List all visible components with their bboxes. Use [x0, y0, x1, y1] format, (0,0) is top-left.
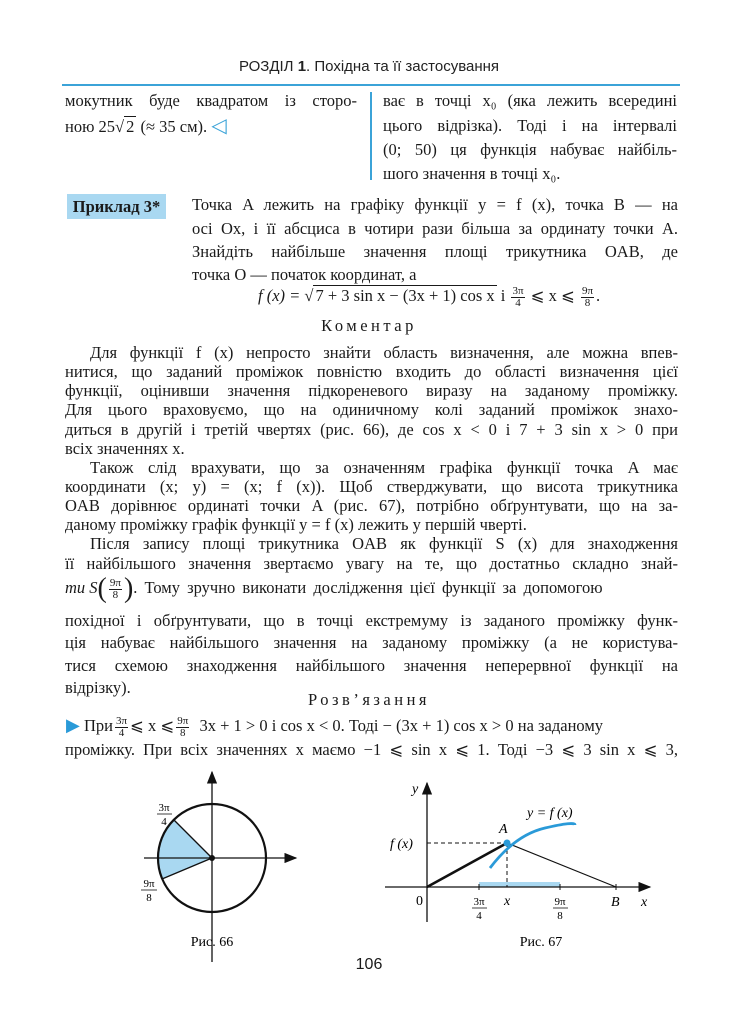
commentary-line: функції, оцінивши значення підкореневого виразу на заданому проміжку.	[65, 381, 678, 400]
text: При	[83, 716, 113, 735]
tick-3pi: 3π	[473, 896, 485, 908]
text: . Тому зручно виконати дослідження цієї функції за допомогою	[133, 578, 603, 597]
denominator: 8	[112, 588, 119, 601]
commentary-line: відрізку).	[65, 678, 131, 697]
tick-8: 8	[557, 910, 563, 922]
origin-label: 0	[416, 894, 423, 909]
point-a	[504, 840, 511, 847]
page-number: 106	[355, 956, 383, 973]
solution-start-icon: ▶	[66, 715, 80, 735]
commentary-line: координати (x; y) = (x; f (x)). Щоб стверджувати, що висота трикутника	[65, 477, 678, 496]
section-word: РОЗДІЛ	[238, 58, 294, 75]
section-number: 1	[297, 58, 307, 75]
formula-lhs: f (x) = √	[258, 286, 314, 305]
point-a-label: A	[499, 822, 508, 837]
tick-9pi: 9π	[554, 896, 566, 908]
text: ⩽ x ⩽	[130, 716, 175, 735]
figure-66-caption: Рис. 66	[190, 935, 234, 950]
commentary-line: її найбільшого значення звертаємо увагу на те, що достатньо складно знай-	[65, 554, 678, 573]
label-8: 8	[146, 892, 152, 904]
text: (≈ 35 см).	[136, 117, 208, 136]
figure-67-caption: Рис. 67	[519, 935, 563, 950]
interval-band	[479, 882, 560, 887]
denominator: 8	[179, 726, 186, 739]
numerator: 3π	[115, 714, 128, 727]
left-line-1: мокутник буде квадратом із сторо-	[65, 91, 357, 110]
segment-ab	[507, 843, 616, 887]
end-of-solution-icon: ◁	[211, 115, 227, 137]
text: і	[496, 286, 510, 305]
text: .	[596, 286, 601, 305]
example-line: Точка A лежить на графіку функції y = f (x), точка B — на	[192, 195, 678, 214]
commentary-line: тися схемою знаходження найбільшого значення неперервної функції на	[65, 656, 678, 675]
point-b-label: B	[611, 895, 620, 910]
right-line: ває в точці x₀ (яка лежить всередині	[383, 91, 677, 110]
text: ти S	[65, 578, 98, 597]
denominator: 8	[584, 296, 591, 309]
text: ною 25	[65, 117, 116, 136]
y-axis-label: y	[412, 782, 419, 797]
paren: (	[97, 573, 107, 605]
right-line: шого значення в точці x₀.	[383, 164, 561, 183]
denominator: 4	[118, 726, 125, 739]
right-line: (0; 50) ця функція набуває найбіль-	[383, 140, 677, 159]
commentary-heading: Коментар	[321, 316, 417, 335]
sqrt-radicand: 2	[126, 117, 135, 136]
left-line-2: ною 25√ 2 (≈ 35 см). ◁	[65, 115, 227, 137]
example-line: точка O — початок координат, а	[192, 265, 417, 284]
numerator: 9π	[109, 576, 121, 589]
paren: )	[123, 573, 134, 605]
example-line: Знайдіть найбільше значення площі трикутника OAB, де	[192, 242, 678, 261]
segment-oa	[427, 843, 507, 887]
numerator: 3π	[512, 284, 524, 297]
commentary-line: Також слід врахувати, що за означенням графіка функції точка A має	[90, 458, 678, 477]
commentary-line: Для цього враховуємо, що на одиничному колі заданий проміжок знахо-	[65, 400, 678, 419]
solution-heading: Розв’язання	[308, 690, 430, 709]
commentary-line: ція набуває найбільшого значення на заданому проміжку (а не користува-	[65, 633, 678, 652]
commentary-line: похідної і обґрунтувати, що в точці екстремуму із заданого проміжку функ-	[65, 611, 678, 630]
right-line: цього відрізка). Тоді і на інтервалі	[383, 116, 677, 135]
numerator: 9π	[177, 714, 189, 727]
tick-4: 4	[476, 910, 482, 922]
fx-label: f (x)	[390, 837, 413, 852]
x-axis-label: x	[641, 895, 648, 910]
figure-66-unit-circle	[141, 772, 296, 962]
label-9pi: 9π	[143, 878, 155, 890]
commentary-line: даному проміжку графік функції y = f (x) лежить у першій чверті.	[65, 515, 527, 534]
label-4: 4	[161, 816, 167, 828]
commentary-line: Після запису площі трикутника OAB як функції S (x) для знаходження	[90, 534, 678, 553]
formula-radicand: 7 + 3 sin x − (3x + 1) cos x	[315, 286, 495, 305]
text: ⩽ x ⩽	[526, 286, 579, 305]
commentary-line: OAB дорівнює ординаті точки A (рис. 67), потрібно обґрунтувати, що на за-	[65, 496, 678, 515]
commentary-line: всіх значеннях x.	[65, 439, 185, 458]
commentary-line: диться в другій і третій чвертях (рис. 66), де cos x < 0 і 7 + 3 sin x > 0 при	[65, 420, 678, 439]
curve-label: y = f (x)	[527, 806, 573, 821]
center-point	[209, 855, 215, 861]
commentary-line: нитися, що заданий проміжок повністю входить до області визначення цієї	[65, 362, 678, 381]
section-title: . Похідна та її застосування	[306, 58, 500, 75]
text: 3x + 1 > 0 і cos x < 0. Тоді − (3x + 1) cos x > 0 на заданому	[199, 716, 604, 735]
label-3pi: 3π	[158, 802, 170, 814]
denominator: 4	[515, 296, 521, 309]
numerator: 9π	[581, 284, 593, 297]
solution-line-2: проміжку. При всіх значеннях x маємо −1 ⩽ sin x ⩽ 1. Тоді −3 ⩽ 3 sin x ⩽ 3,	[65, 740, 678, 759]
example-label: Приклад 3*	[67, 194, 166, 219]
x-tick-label: x	[504, 894, 511, 909]
commentary-line: Для функції f (x) непросто знайти область визначення, але можна впев-	[90, 343, 678, 362]
figure-67-graph	[385, 782, 650, 950]
example-line: осі Ox, і її абсциса в чотири рази більша за ординату точки A.	[192, 219, 678, 238]
